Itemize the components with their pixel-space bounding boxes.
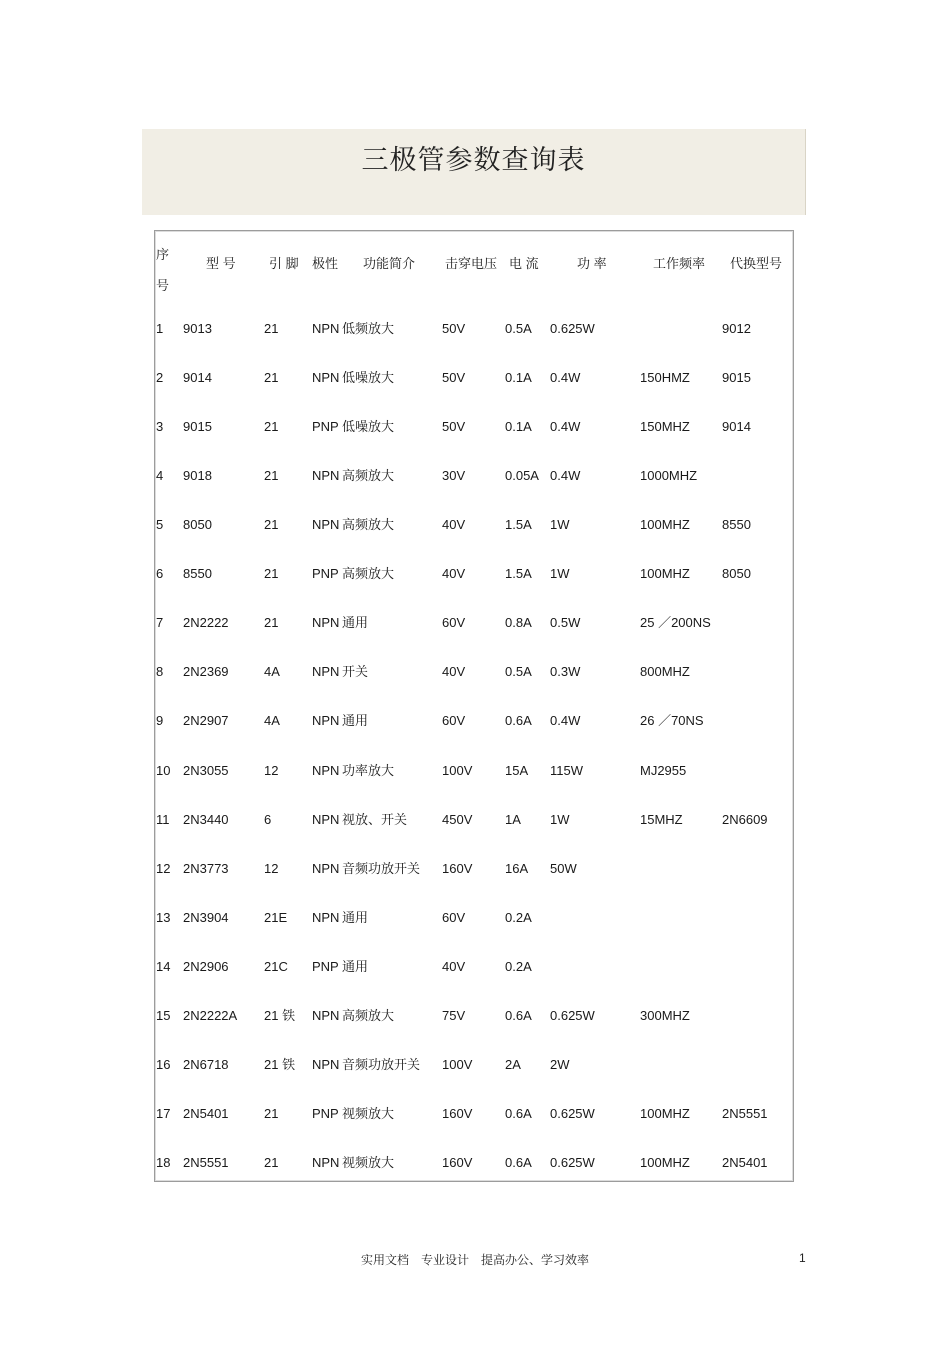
- cell-index: 8: [156, 664, 164, 679]
- cell-model: 2N3055: [183, 763, 229, 778]
- cell-frequency: 1000MHZ: [640, 468, 698, 483]
- cell-substitute: 9015: [722, 370, 751, 385]
- cell-model: 9014: [183, 370, 212, 385]
- cell-index: 16: [156, 1057, 171, 1072]
- cell-voltage: 40V: [442, 566, 466, 581]
- cell-polarity: NPN: [312, 1155, 340, 1170]
- cell-function: 通用: [342, 713, 369, 728]
- cell-pins: 21E: [264, 910, 288, 925]
- cell-function: 通用: [342, 959, 369, 974]
- cell-voltage: 50V: [442, 370, 466, 385]
- cell-polarity: NPN: [312, 468, 340, 483]
- cell-model: 2N2369: [183, 664, 229, 679]
- cell-polarity: NPN: [312, 517, 340, 532]
- cell-power: 0.625W: [550, 1106, 595, 1121]
- cell-frequency: 15MHZ: [640, 812, 683, 827]
- cell-voltage: 60V: [442, 910, 466, 925]
- cell-current: 0.6A: [505, 713, 532, 728]
- cell-model: 2N2907: [183, 713, 229, 728]
- header-model: 型 号: [206, 256, 236, 271]
- cell-polarity: PNP: [312, 1106, 339, 1121]
- header-polarity: 极性: [312, 256, 339, 271]
- cell-current: 0.2A: [505, 959, 532, 974]
- cell-pins: 12: [264, 861, 279, 876]
- cell-pins: 6: [264, 812, 272, 827]
- cell-function: 高频放大: [342, 1008, 395, 1023]
- cell-current: 0.1A: [505, 419, 532, 434]
- cell-voltage: 50V: [442, 419, 466, 434]
- cell-frequency: 300MHZ: [640, 1008, 690, 1023]
- cell-power: 1W: [550, 812, 570, 827]
- cell-substitute: 9012: [722, 321, 751, 336]
- cell-current: 0.6A: [505, 1155, 532, 1170]
- cell-power: 0.4W: [550, 713, 581, 728]
- cell-index: 13: [156, 910, 171, 925]
- cell-power: 50W: [550, 861, 577, 876]
- cell-frequency: 100MHZ: [640, 517, 690, 532]
- cell-current: 16A: [505, 861, 529, 876]
- cell-polarity: NPN: [312, 861, 340, 876]
- cell-pins: 21: [264, 1106, 279, 1121]
- cell-substitute: 8550: [722, 517, 751, 532]
- cell-substitute: 2N5401: [722, 1155, 768, 1170]
- cell-voltage: 40V: [442, 959, 466, 974]
- cell-index: 9: [156, 713, 164, 728]
- cell-index: 17: [156, 1106, 171, 1121]
- cell-pins: 21: [264, 517, 279, 532]
- header-frequency: 工作频率: [653, 256, 706, 271]
- cell-power: 0.5W: [550, 615, 581, 630]
- cell-current: 0.05A: [505, 468, 539, 483]
- cell-function: 通用: [342, 615, 369, 630]
- cell-index: 12: [156, 861, 171, 876]
- cell-current: 0.6A: [505, 1008, 532, 1023]
- cell-voltage: 160V: [442, 1155, 473, 1170]
- cell-polarity: NPN: [312, 664, 340, 679]
- cell-power: 0.4W: [550, 419, 581, 434]
- cell-current: 2A: [505, 1057, 521, 1072]
- cell-power: 1W: [550, 566, 570, 581]
- cell-polarity: PNP: [312, 419, 339, 434]
- cell-index: 14: [156, 959, 171, 974]
- cell-index: 1: [156, 321, 164, 336]
- cell-pins: 21 铁: [264, 1008, 296, 1023]
- footer-slogan: 实用文档 专业设计 提高办公、学习效率: [360, 1253, 589, 1267]
- cell-function: 视频放大: [342, 1155, 395, 1170]
- cell-index: 5: [156, 517, 164, 532]
- cell-substitute: 9014: [722, 419, 751, 434]
- cell-function: 功率放大: [342, 763, 395, 778]
- cell-model: 2N5551: [183, 1155, 229, 1170]
- cell-function: 低噪放大: [342, 419, 395, 434]
- cell-model: 2N5401: [183, 1106, 229, 1121]
- cell-index: 11: [156, 812, 170, 827]
- cell-current: 1A: [505, 812, 521, 827]
- cell-polarity: NPN: [312, 370, 340, 385]
- cell-voltage: 40V: [442, 664, 466, 679]
- cell-index: 15: [156, 1008, 171, 1023]
- cell-power: 0.625W: [550, 1008, 595, 1023]
- cell-substitute: 2N5551: [722, 1106, 768, 1121]
- cell-pins: 21: [264, 615, 279, 630]
- cell-index: 3: [156, 419, 164, 434]
- transistor-table: [154, 230, 794, 1182]
- title-banner: [142, 129, 806, 215]
- cell-voltage: 450V: [442, 812, 473, 827]
- cell-model: 2N2222A: [183, 1008, 238, 1023]
- cell-pins: 4A: [264, 713, 280, 728]
- cell-power: 0.4W: [550, 370, 581, 385]
- cell-index: 18: [156, 1155, 171, 1170]
- cell-pins: 21: [264, 321, 279, 336]
- cell-pins: 12: [264, 763, 279, 778]
- cell-index: 4: [156, 468, 164, 483]
- cell-power: 0.3W: [550, 664, 581, 679]
- cell-polarity: NPN: [312, 763, 340, 778]
- cell-polarity: NPN: [312, 812, 340, 827]
- cell-function: 视放、开关: [342, 812, 408, 827]
- cell-current: 0.6A: [505, 1106, 532, 1121]
- cell-voltage: 160V: [442, 861, 473, 876]
- cell-frequency: 100MHZ: [640, 1106, 690, 1121]
- cell-current: 0.2A: [505, 910, 532, 925]
- cell-polarity: NPN: [312, 1057, 340, 1072]
- cell-pins: 21: [264, 468, 279, 483]
- cell-pins: 4A: [264, 664, 280, 679]
- cell-polarity: NPN: [312, 910, 340, 925]
- cell-current: 1.5A: [505, 517, 532, 532]
- cell-pins: 21: [264, 566, 279, 581]
- header-function: 功能简介: [363, 256, 416, 271]
- cell-function: 高频放大: [342, 468, 395, 483]
- cell-model: 2N2906: [183, 959, 229, 974]
- cell-frequency: 150MHZ: [640, 419, 690, 434]
- cell-function: 通用: [342, 910, 369, 925]
- cell-current: 1.5A: [505, 566, 532, 581]
- cell-current: 0.5A: [505, 321, 532, 336]
- cell-model: 9015: [183, 419, 212, 434]
- cell-polarity: PNP: [312, 959, 339, 974]
- header-index: [156, 239, 169, 301]
- cell-pins: 21C: [264, 959, 288, 974]
- cell-voltage: 60V: [442, 615, 466, 630]
- cell-function: 音频功放开关: [342, 861, 421, 876]
- header-pins: 引 脚: [269, 256, 299, 271]
- cell-model: 2N2222: [183, 615, 229, 630]
- cell-current: 0.8A: [505, 615, 532, 630]
- header-voltage: 击穿电压: [445, 256, 498, 271]
- cell-power: 0.4W: [550, 468, 581, 483]
- cell-model: 8550: [183, 566, 212, 581]
- cell-index: 7: [156, 615, 164, 630]
- cell-function: 低噪放大: [342, 370, 395, 385]
- header-index-line2: 号: [156, 278, 170, 293]
- cell-power: 0.625W: [550, 1155, 595, 1170]
- cell-substitute: 2N6609: [722, 812, 768, 827]
- header-power: 功 率: [577, 256, 607, 271]
- cell-voltage: 30V: [442, 468, 466, 483]
- header-substitute: 代换型号: [730, 256, 783, 271]
- cell-frequency: 26 ／70NS: [640, 713, 704, 728]
- cell-polarity: PNP: [312, 566, 339, 581]
- cell-model: 2N3440: [183, 812, 229, 827]
- cell-model: 2N6718: [183, 1057, 229, 1072]
- cell-frequency: MJ2955: [640, 763, 687, 778]
- cell-function: 开关: [342, 664, 369, 679]
- cell-model: 8050: [183, 517, 212, 532]
- cell-voltage: 100V: [442, 763, 473, 778]
- cell-function: 高频放大: [342, 566, 395, 581]
- cell-function: 视频放大: [342, 1106, 395, 1121]
- cell-model: 9013: [183, 321, 212, 336]
- cell-current: 0.5A: [505, 664, 532, 679]
- cell-function: 低频放大: [342, 321, 395, 336]
- header-index-line1: 序: [156, 247, 170, 262]
- cell-current: 0.1A: [505, 370, 532, 385]
- cell-polarity: NPN: [312, 321, 340, 336]
- cell-model: 2N3773: [183, 861, 229, 876]
- cell-voltage: 50V: [442, 321, 466, 336]
- cell-power: 115W: [550, 763, 583, 778]
- page-title: 三极管参数查询表: [361, 145, 586, 176]
- cell-index: 6: [156, 566, 164, 581]
- cell-polarity: NPN: [312, 1008, 340, 1023]
- cell-substitute: 8050: [722, 566, 751, 581]
- header-current: 电 流: [509, 256, 539, 271]
- cell-index: 2: [156, 370, 164, 385]
- cell-voltage: 75V: [442, 1008, 466, 1023]
- cell-index: 10: [156, 763, 171, 778]
- cell-power: 2W: [550, 1057, 570, 1072]
- cell-model: 2N3904: [183, 910, 229, 925]
- cell-pins: 21 铁: [264, 1057, 296, 1072]
- cell-pins: 21: [264, 419, 279, 434]
- cell-frequency: 800MHZ: [640, 664, 690, 679]
- cell-voltage: 60V: [442, 713, 466, 728]
- cell-polarity: NPN: [312, 615, 340, 630]
- cell-frequency: 25 ／200NS: [640, 615, 711, 630]
- page-number: 1: [799, 1251, 806, 1265]
- cell-current: 15A: [505, 763, 529, 778]
- cell-power: 0.625W: [550, 321, 595, 336]
- cell-frequency: 100MHZ: [640, 1155, 690, 1170]
- cell-frequency: 100MHZ: [640, 566, 690, 581]
- cell-function: 音频功放开关: [342, 1057, 421, 1072]
- cell-power: 1W: [550, 517, 570, 532]
- cell-polarity: NPN: [312, 713, 340, 728]
- cell-pins: 21: [264, 370, 279, 385]
- cell-frequency: 150HMZ: [640, 370, 690, 385]
- cell-pins: 21: [264, 1155, 279, 1170]
- cell-model: 9018: [183, 468, 212, 483]
- cell-voltage: 160V: [442, 1106, 473, 1121]
- cell-voltage: 100V: [442, 1057, 473, 1072]
- cell-function: 高频放大: [342, 517, 395, 532]
- cell-voltage: 40V: [442, 517, 466, 532]
